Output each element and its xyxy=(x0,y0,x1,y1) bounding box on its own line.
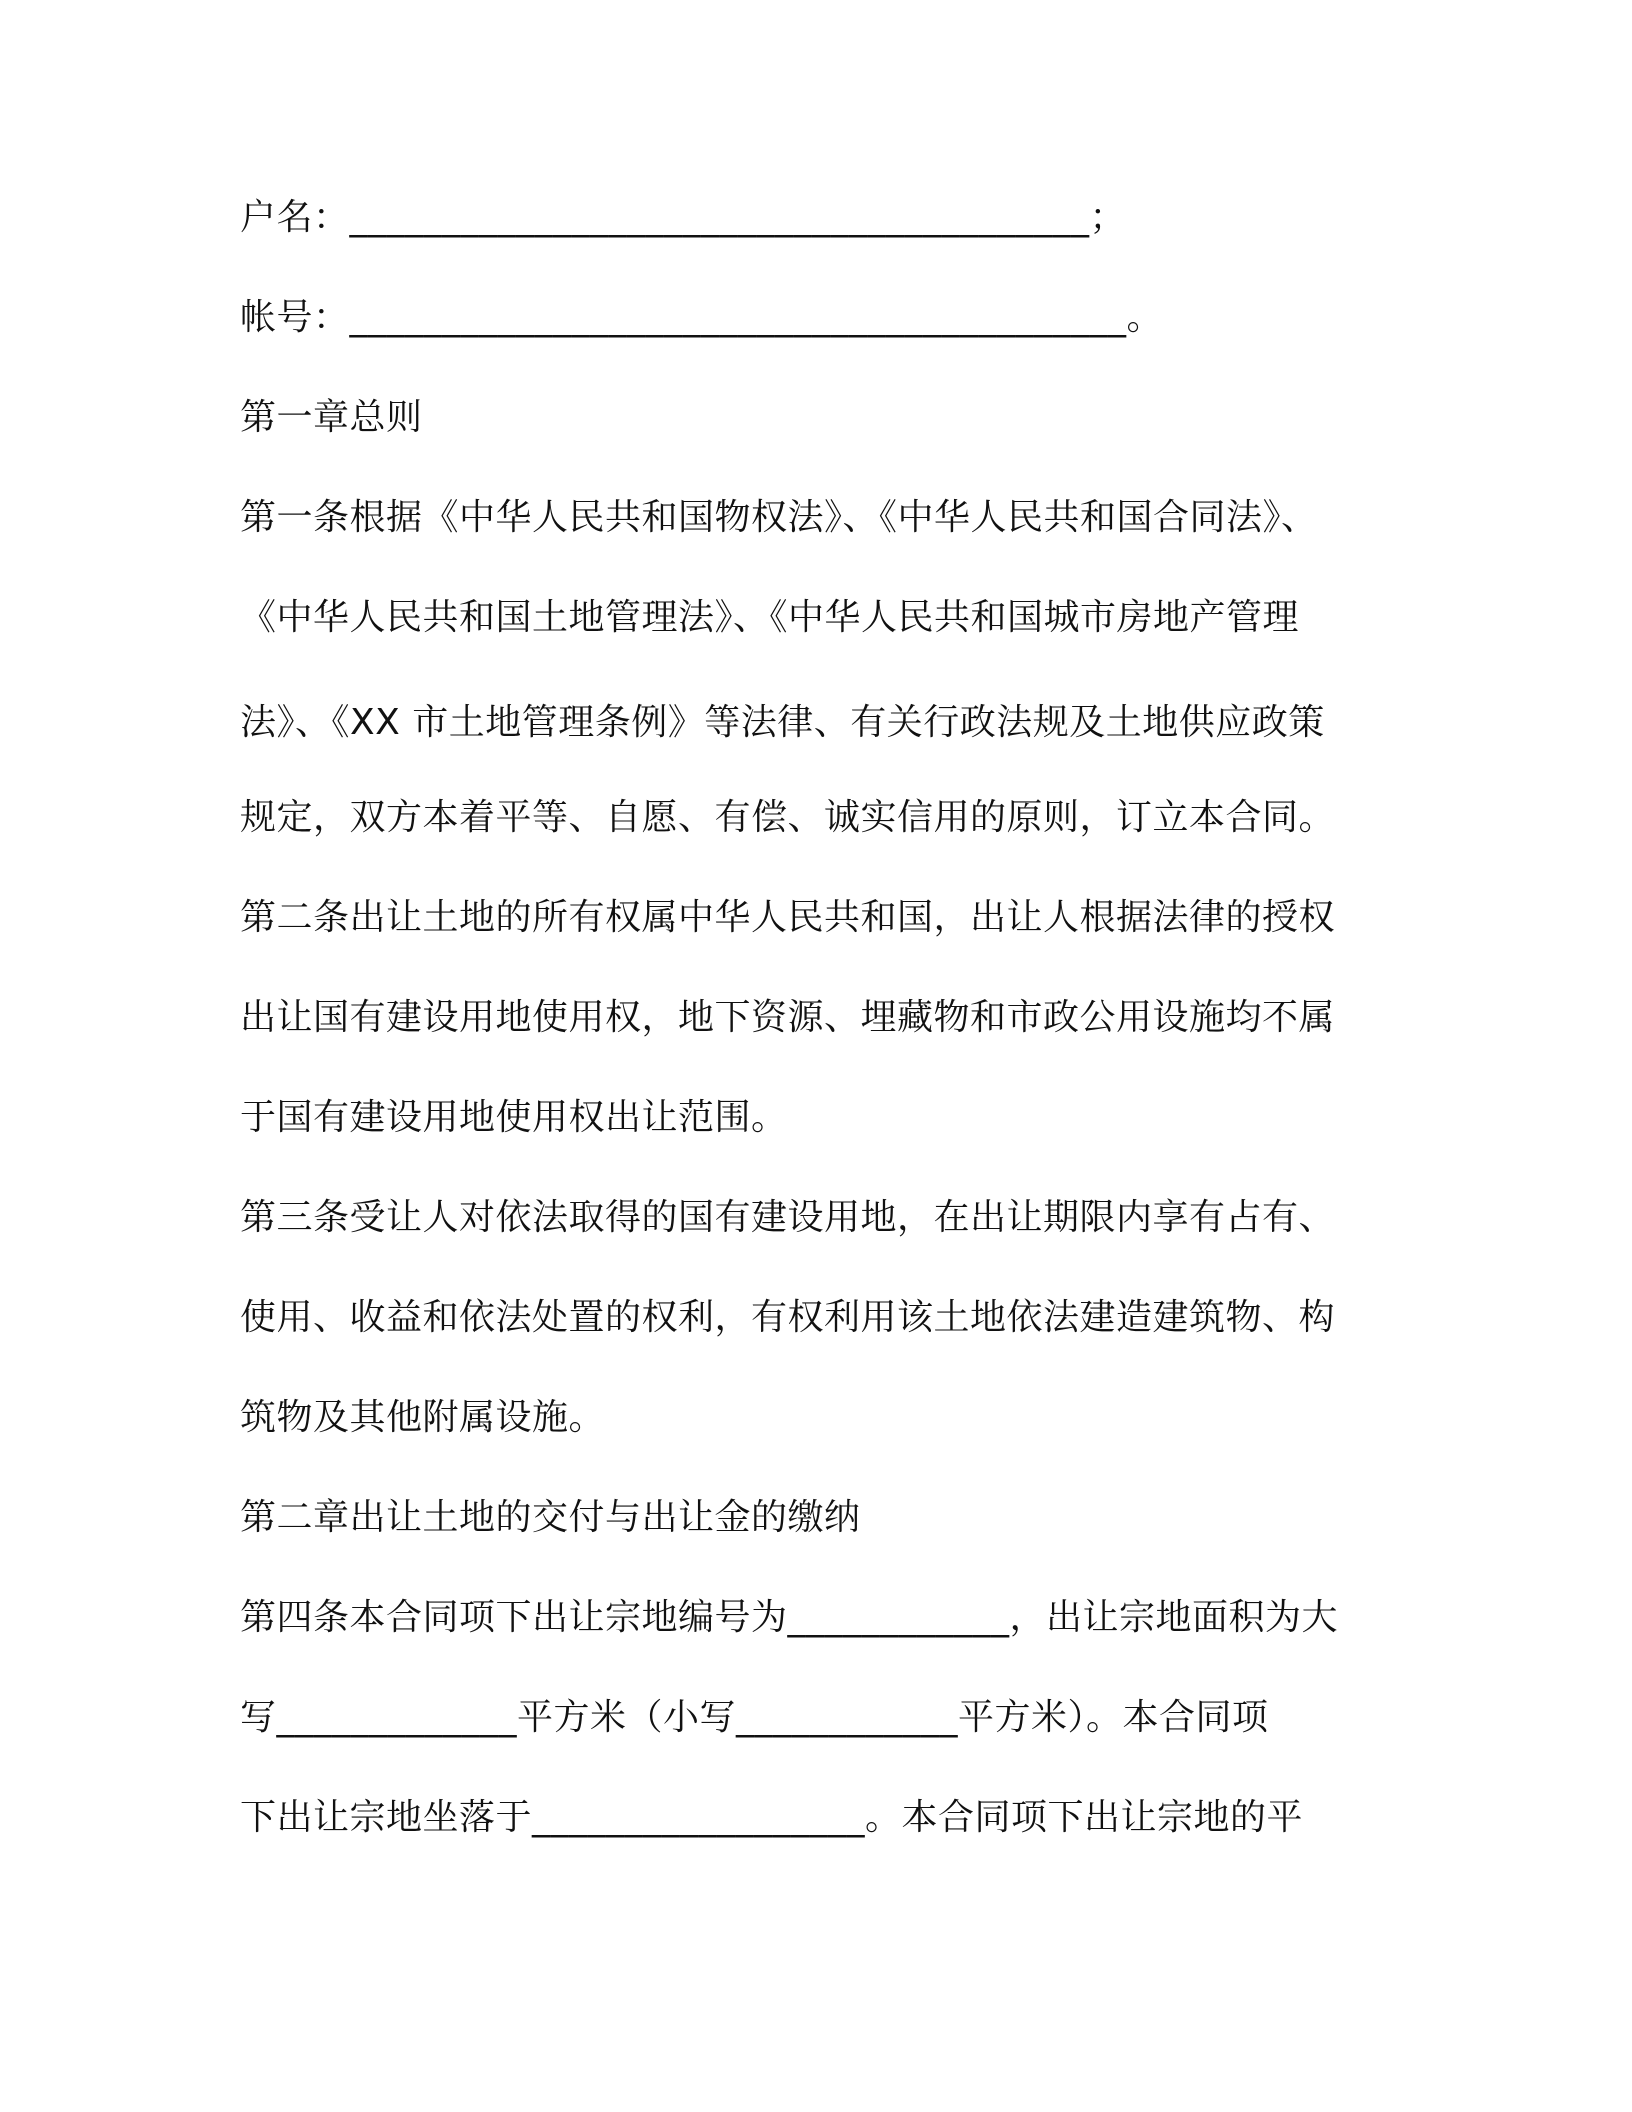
account-name-line: 户名：________________________________________； xyxy=(240,197,1127,238)
article-3-line-3: 筑物及其他附属设施。 xyxy=(240,1397,606,1438)
article-4-line-3: 下出让宗地坐落于__________________。本合同项下出让宗地的平 xyxy=(240,1797,1304,1838)
account-number-line: 帐号：__________________________________________。 xyxy=(240,297,1164,338)
article-4-line-1: 第四条本合同项下出让宗地编号为____________，出让宗地面积为大 xyxy=(240,1597,1339,1638)
article-2-line-1: 第二条出让土地的所有权属中华人民共和国，出让人根据法律的授权 xyxy=(240,897,1336,938)
article-1-line-1: 第一条根据《中华人民共和国物权法》、《中华人民共和国合同法》、 xyxy=(240,497,1318,538)
article-2-line-2: 出让国有建设用地使用权，地下资源、埋藏物和市政公用设施均不属 xyxy=(240,997,1336,1038)
article-3-line-1: 第三条受让人对依法取得的国有建设用地，在出让期限内享有占有、 xyxy=(240,1197,1336,1238)
article-3-line-2: 使用、收益和依法处置的权利，有权利用该土地依法建造建筑物、构 xyxy=(240,1297,1336,1338)
chapter-2-heading: 第二章出让土地的交付与出让金的缴纳 xyxy=(240,1497,861,1538)
article-1-line-4: 规定，双方本着平等、自愿、有偿、诚实信用的原则，订立本合同。 xyxy=(240,797,1336,838)
article-2-line-3: 于国有建设用地使用权出让范围。 xyxy=(240,1097,788,1138)
article-1-line-3: 法》、《XX 市土地管理条例》等法律、有关行政法规及土地供应政策 xyxy=(240,702,1325,743)
article-4-line-2: 写_____________平方米（小写____________平方米）。本合同项 xyxy=(240,1697,1269,1738)
chapter-1-heading: 第一章总则 xyxy=(240,397,423,438)
article-1-line-2: 《中华人民共和国土地管理法》、《中华人民共和国城市房地产管理 xyxy=(240,597,1300,638)
